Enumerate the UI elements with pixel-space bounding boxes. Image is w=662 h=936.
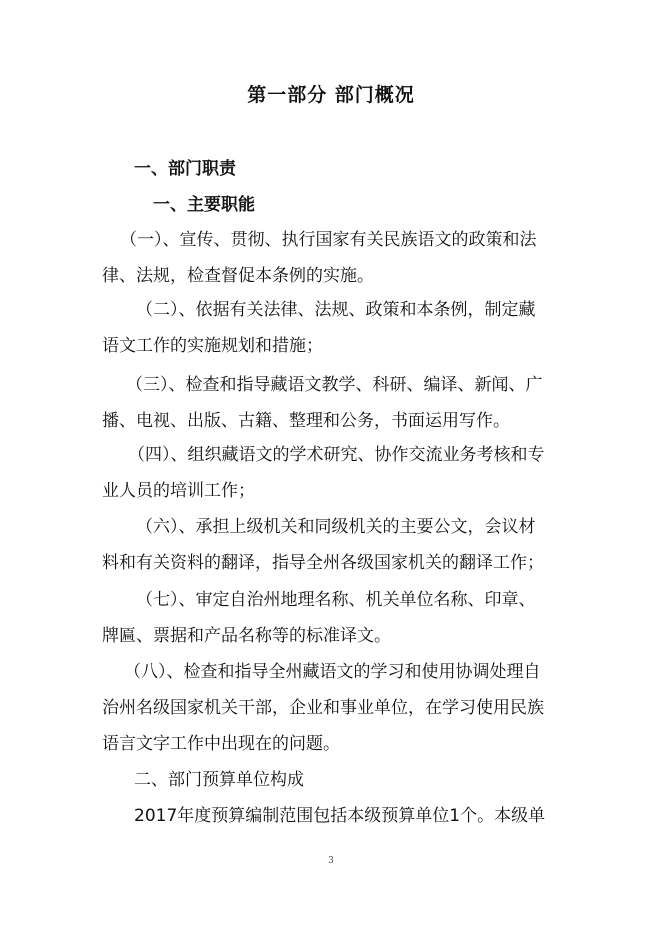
section-heading-department-duties: 一、部门职责 (134, 159, 236, 179)
paragraph-line: 料和有关资料的翻译，指导全州各级国家机关的翻译工作； (102, 553, 544, 573)
paragraph-line: （六）、承担上级机关和同级机关的主要公文，会议材 (136, 517, 536, 537)
paragraph-line: （一）、宣传、贯彻、执行国家有关民族语文的政策和法 (120, 230, 537, 250)
paragraph-line: 语言文字工作中出现在的问题。 (102, 734, 340, 754)
page-title: 第一部分 部门概况 (247, 84, 415, 106)
sub-heading-main-functions: 一、主要职能 (153, 195, 255, 215)
paragraph-function-3 (102, 367, 572, 439)
paragraph-function-8 (102, 654, 572, 762)
paragraph-budget-scope (134, 798, 572, 834)
paragraph-line: （二）、依据有关法律、法规、政策和本条例，制定藏 (136, 300, 536, 320)
paragraph-line: 牌匾、票据和产品名称等的标准译文。 (102, 626, 391, 646)
page-number: 3 (328, 856, 334, 866)
paragraph-line: （七）、审定自治州地理名称、机关单位名称、印章、 (136, 590, 536, 610)
paragraph-line: （三）、检查和指导藏语文教学、科研、编译、新闻、广 (126, 375, 543, 395)
paragraph-line: 语文工作的实施规划和措施； (102, 336, 323, 356)
paragraph-line: 2017年度预算编制范围包括本级预算单位1个。本级单 (134, 806, 546, 826)
paragraph-line: 律、法规，检查督促本条例的实施。 (102, 266, 374, 286)
section-heading-budget-units (134, 762, 572, 798)
paragraph-line: （八）、检查和指导全州藏语文的学习和使用协调处理自 (124, 662, 541, 682)
paragraph-line: 播、电视、出版、古籍、整理和公务，书面运用写作。 (102, 411, 510, 431)
paragraph-function-1 (102, 222, 572, 294)
paragraph-line: 二、部门预算单位构成 (134, 770, 304, 790)
paragraph-line: 业人员的培训工作； (102, 481, 255, 501)
paragraph-function-6 (102, 509, 572, 581)
paragraph-function-4 (102, 437, 572, 509)
paragraph-line: （四）、组织藏语文的学术研究、协作交流业务考核和专 (128, 445, 545, 465)
paragraph-function-7 (102, 582, 572, 654)
paragraph-function-2 (102, 292, 572, 364)
paragraph-line: 治州名级国家机关干部，企业和事业单位，在学习使用民族 (102, 698, 544, 718)
